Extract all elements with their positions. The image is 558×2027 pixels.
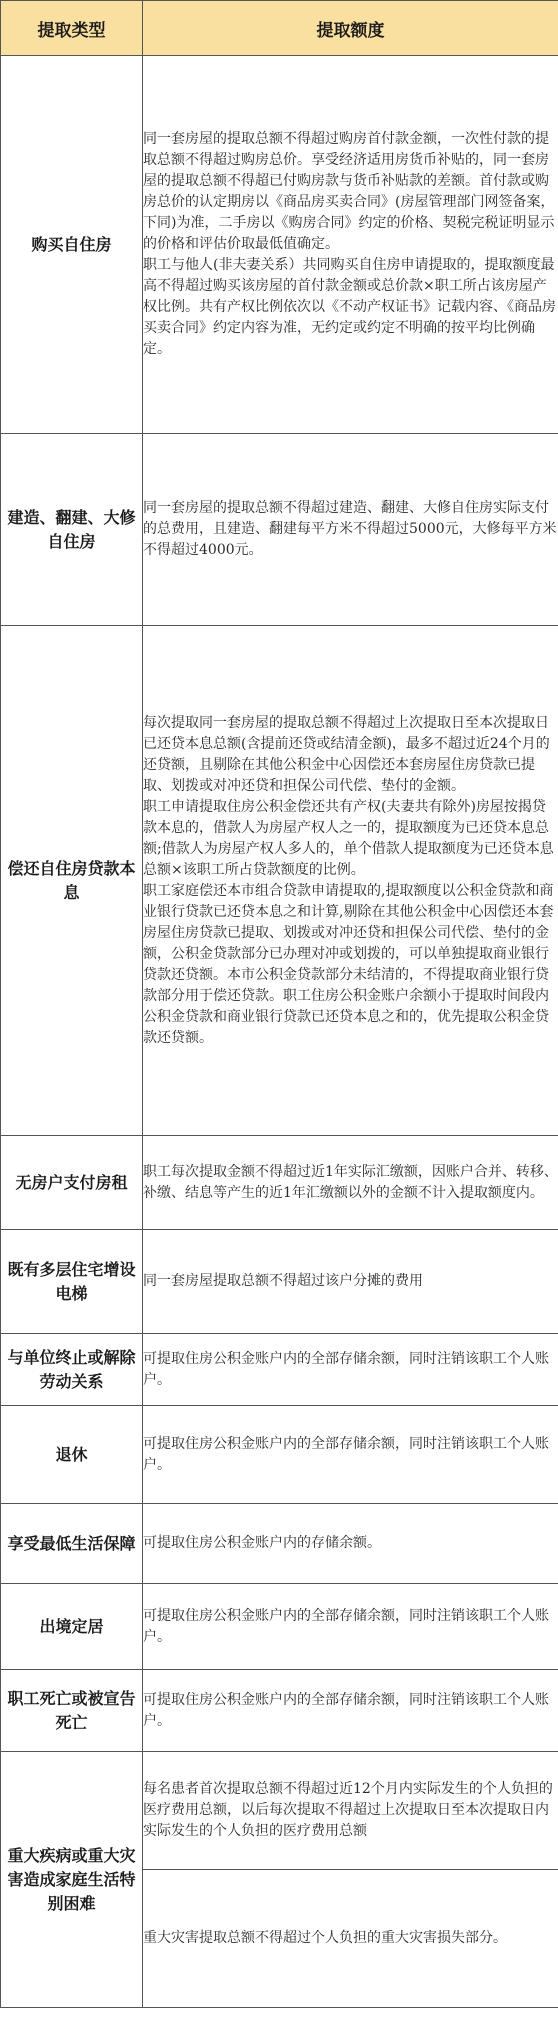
row-type: 重大疾病或重大灾害造成家庭生活特别困难: [1, 1752, 143, 2008]
row-type: 退休: [1, 1406, 143, 1504]
row-amount: [143, 1504, 558, 1584]
amount-paragraph: 同一套房屋的提取总额不得超过购房首付款金额，一次性付款的提取总额不得超过购房总价。享受经济适用房货币补贴的，同一套房屋的提取总额不得超已付购房款与货币补贴款的差额。首付款或购房总价的认定期房以《商品房买卖合同》(房屋管理部门网签备案，下同)为准，二手房以《购房合同》约定的价格、契税完税证明显示的价格和评估价取最低值确定。: [143, 131, 555, 252]
row-type: 享受最低生活保障: [1, 1504, 143, 1584]
amount-paragraph: 同一套房屋的提取总额不得超过建造、翻建、大修自住房实际支付的总费用，且建造、翻建每平方米不得超过5000元，大修每平方米不得超过4000元。: [143, 500, 557, 558]
row-amount: [143, 1406, 558, 1504]
row-amount: [143, 1870, 558, 2008]
row-type: 购买自住房: [1, 56, 143, 434]
row-type: 与单位终止或解除劳动关系: [1, 1334, 143, 1406]
table-row: [1, 434, 558, 626]
row-amount: [143, 1584, 558, 1670]
amount-paragraph: 每次提取同一套房屋的提取总额不得超过上次提取日至本次提取日已还贷本息总额(含提前还贷或结清金额)，最多不超过近24个月的还贷额，且剔除在其他公积金中心因偿还本套房屋住房贷款已提取、划拨或对冲还贷和担保公司代偿、垫付的金额。: [143, 714, 550, 794]
table-row: [1, 1752, 558, 1870]
row-amount: [143, 56, 558, 434]
table-row: [1, 1406, 558, 1504]
table-row: [1, 1670, 558, 1752]
row-type: 偿还自住房贷款本息: [1, 626, 143, 1136]
row-type: 出境定居: [1, 1584, 143, 1670]
table-row: [1, 1334, 558, 1406]
amount-paragraph: 可提取住房公积金账户内的全部存储余额，同时注销该职工个人账户。: [143, 1435, 549, 1473]
amount-paragraph: 可提取住房公积金账户内的全部存储余额，同时注销该职工个人账户。: [143, 1607, 549, 1645]
header-type: 提取类型: [1, 1, 143, 56]
amount-paragraph: 每名患者首次提取总额不得超过近12个月内实际发生的个人负担的医疗费用总额，以后每次提取不得超过上次提取日至本次提取日内实际发生的个人负担的医疗费用总额: [143, 1781, 553, 1839]
table-row: [1, 1504, 558, 1584]
row-amount: [143, 1670, 558, 1752]
amount-paragraph: 同一套房屋提取总额不得超过该户分摊的费用: [143, 1273, 423, 1289]
row-type: 建造、翻建、大修自住房: [1, 434, 143, 626]
table-row: [1, 1230, 558, 1334]
row-type: 无房户支付房租: [1, 1136, 143, 1230]
row-amount: [143, 626, 558, 1136]
amount-paragraph: 重大灾害提取总额不得超过个人负担的重大灾害损失部分。: [143, 1930, 507, 1946]
header-row: [1, 1, 558, 56]
amount-paragraph: 职工与他人(非夫妻关系）共同购买自住房申请提取的，提取额度最高不得超过购买该房屋的首付款金额或总价款×职工所占该房屋产权比例。共有产权比例依次以《不动产权证书》记载内容、《商品房买卖合同》约定内容为准，无约定或约定不明确的按平均比例确定。: [143, 257, 556, 357]
row-amount: [143, 1136, 558, 1230]
amount-paragraph: 职工申请提取住房公积金偿还共有产权(夫妻共有除外)房屋按揭贷款本息的，借款人为房屋产权人之一的，提取额度为已还贷本息总额;借款人为房屋产权人多人的，单个借款人提取额度为已还贷本息总额×该职工所占贷款额度的比例。: [143, 798, 554, 878]
table-row: [1, 1136, 558, 1230]
row-amount: [143, 434, 558, 626]
row-amount: [143, 1752, 558, 1870]
table-row: [1, 56, 558, 434]
amount-paragraph: 可提取住房公积金账户内的全部存储余额，同时注销该职工个人账户。: [143, 1350, 549, 1388]
table-row: [1, 1584, 558, 1670]
row-amount: [143, 1334, 558, 1406]
row-amount: [143, 1230, 558, 1334]
header-amount: 提取额度: [143, 1, 558, 56]
row-type: 职工死亡或被宣告死亡: [1, 1670, 143, 1752]
amount-paragraph: 可提取住房公积金账户内的全部存储余额，同时注销该职工个人账户。: [143, 1691, 549, 1729]
amount-paragraph: 职工家庭偿还本市组合贷款申请提取的,提取额度以公积金贷款和商业银行贷款已还贷本息之和计算,剔除在其他公积金中心因偿还本套房屋住房贷款已提取、划拨或对冲还贷和担保公司代偿、垫付的金额，公积金贷款部分已办理对冲或划拨的，可以单独提取商业银行贷款还贷额。本市公积金贷款部分未结清的，不得提取商业银行贷款部分用于偿还贷款。职工住房公积金账户余额小于提取时间段内公积金贷款和商业银行贷款已还贷本息之和的，优先提取公积金贷款还贷额。: [143, 882, 554, 1046]
amount-paragraph: 职工每次提取金额不得超过近1年实际汇缴额，因账户合并、转移、补缴、结息等产生的近1年汇缴额以外的金额不计入提取额度内。: [143, 1163, 558, 1201]
table-row: [1, 626, 558, 1136]
row-type: 既有多层住宅增设电梯: [1, 1230, 143, 1334]
amount-paragraph: 可提取住房公积金账户内的存储余额。: [143, 1535, 381, 1551]
